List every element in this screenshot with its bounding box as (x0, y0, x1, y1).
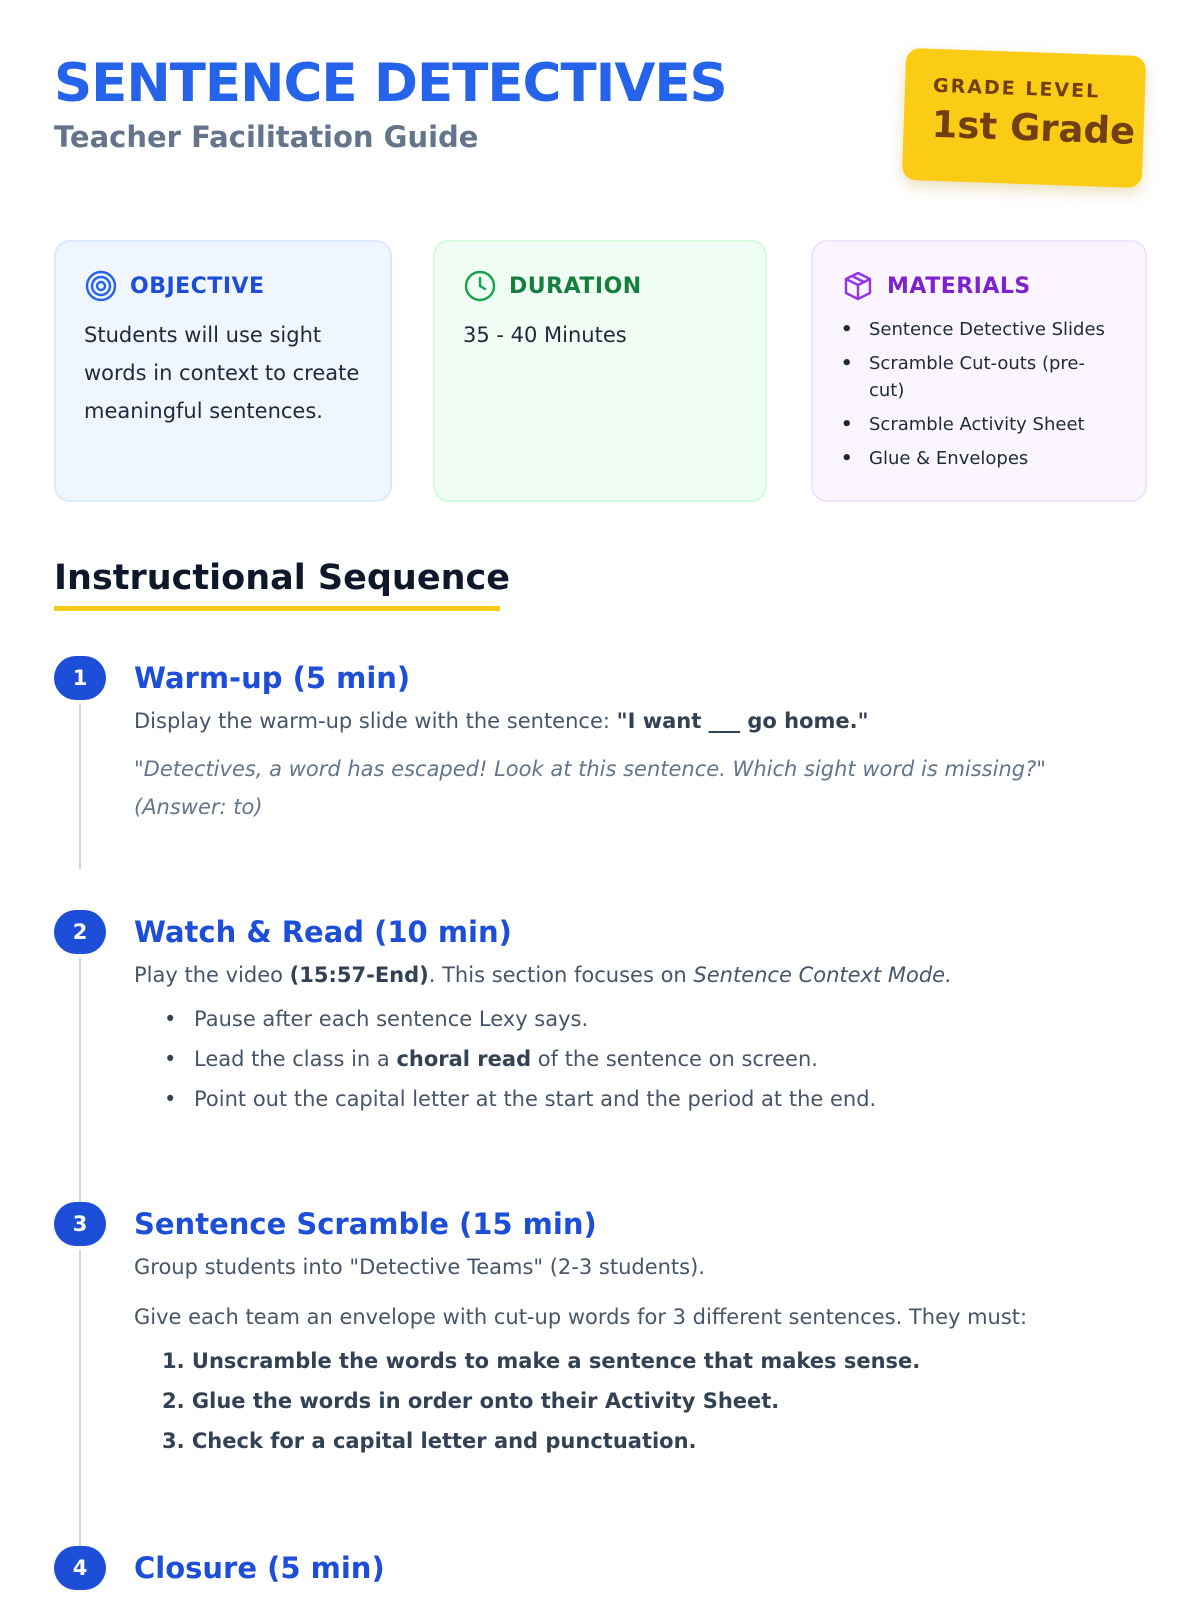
objective-card (54, 240, 392, 502)
step-text (134, 706, 1144, 736)
list-item: • Sentence Detective Slides (841, 316, 1117, 343)
step-2 (54, 910, 1154, 1160)
timeline-line (79, 958, 81, 1206)
timeline-line (79, 704, 81, 869)
step-number: 2 (54, 910, 106, 954)
grade-level-label: GRADE LEVEL (932, 74, 1101, 103)
page-subtitle: Teacher Facilitation Guide (54, 120, 479, 154)
step-number: 1 (54, 656, 106, 700)
section-title: Instructional Sequence (54, 558, 510, 598)
duration-text: 35 - 40 Minutes (463, 323, 627, 347)
grade-level-value: 1st Grade (930, 102, 1136, 153)
list-item: 1. Unscramble the words to make a sentence that makes sense. (162, 1349, 921, 1373)
materials-list (841, 316, 1117, 472)
step-text-plain: . This section focuses on (428, 963, 694, 987)
step-quote: "Detectives, a word has escaped! Look at this sentence. Which sight word is missing?" (Answer: to) (134, 757, 1046, 819)
header (54, 52, 1146, 202)
list-item: • Glue & Envelopes (841, 445, 1117, 472)
list-item: • Pause after each sentence Lexy says. (164, 1004, 1144, 1034)
list-item: 2. Glue the words in order onto their Activity Sheet. (162, 1389, 780, 1413)
step-number: 3 (54, 1202, 106, 1246)
step-1 (54, 656, 1154, 871)
step-title: Closure (5 min) (134, 1551, 385, 1585)
step-text: Give each team an envelope with cut-up words for 3 different sentences. They must: (134, 1305, 1028, 1329)
step-text: Group students into "Detective Teams" (2-3 students). (134, 1255, 705, 1279)
materials-title: MATERIALS (887, 273, 1031, 299)
step-text (134, 960, 1144, 990)
list-item: • Scramble Cut-outs (pre-cut) (841, 350, 1117, 404)
info-cards (54, 240, 1146, 502)
step-text-bold: (15:57-End) (289, 963, 429, 987)
list-item: • Point out the capital letter at the start and the period at the end. (164, 1084, 1144, 1114)
step-3 (54, 1202, 1154, 1502)
step-ordered-list (134, 1346, 1144, 1456)
duration-card (433, 240, 767, 502)
step-title: Sentence Scramble (15 min) (134, 1207, 597, 1241)
objective-text: Students will use sight words in context to create meaningful sentences. (84, 323, 360, 423)
step-text-bold: "I want ___ go home." (616, 709, 869, 733)
target-icon (84, 269, 118, 303)
step-title: Watch & Read (10 min) (134, 915, 512, 949)
step-number: 4 (54, 1546, 106, 1590)
page-title: SENTENCE DETECTIVES (54, 53, 727, 114)
clock-icon (463, 269, 497, 303)
section-underline (54, 606, 500, 611)
list-item: • Scramble Activity Sheet (841, 411, 1117, 438)
step-text-plain: Display the warm-up slide with the sentence: (134, 709, 617, 733)
objective-title: OBJECTIVE (130, 273, 265, 299)
list-item: 3. Check for a capital letter and punctuation. (162, 1429, 697, 1453)
step-text-italic: Sentence Context Mode. (693, 963, 952, 987)
step-bullets (134, 1004, 1144, 1114)
step-4 (54, 1546, 1154, 1600)
duration-title: DURATION (509, 273, 642, 299)
timeline-line (79, 1250, 81, 1550)
step-title: Warm-up (5 min) (134, 661, 411, 695)
grade-level-badge (902, 48, 1146, 188)
materials-card (811, 240, 1147, 502)
box-icon (841, 269, 875, 303)
list-item: • Lead the class in a choral read of the sentence on screen. (164, 1044, 1144, 1074)
step-text-plain: Play the video (134, 963, 290, 987)
